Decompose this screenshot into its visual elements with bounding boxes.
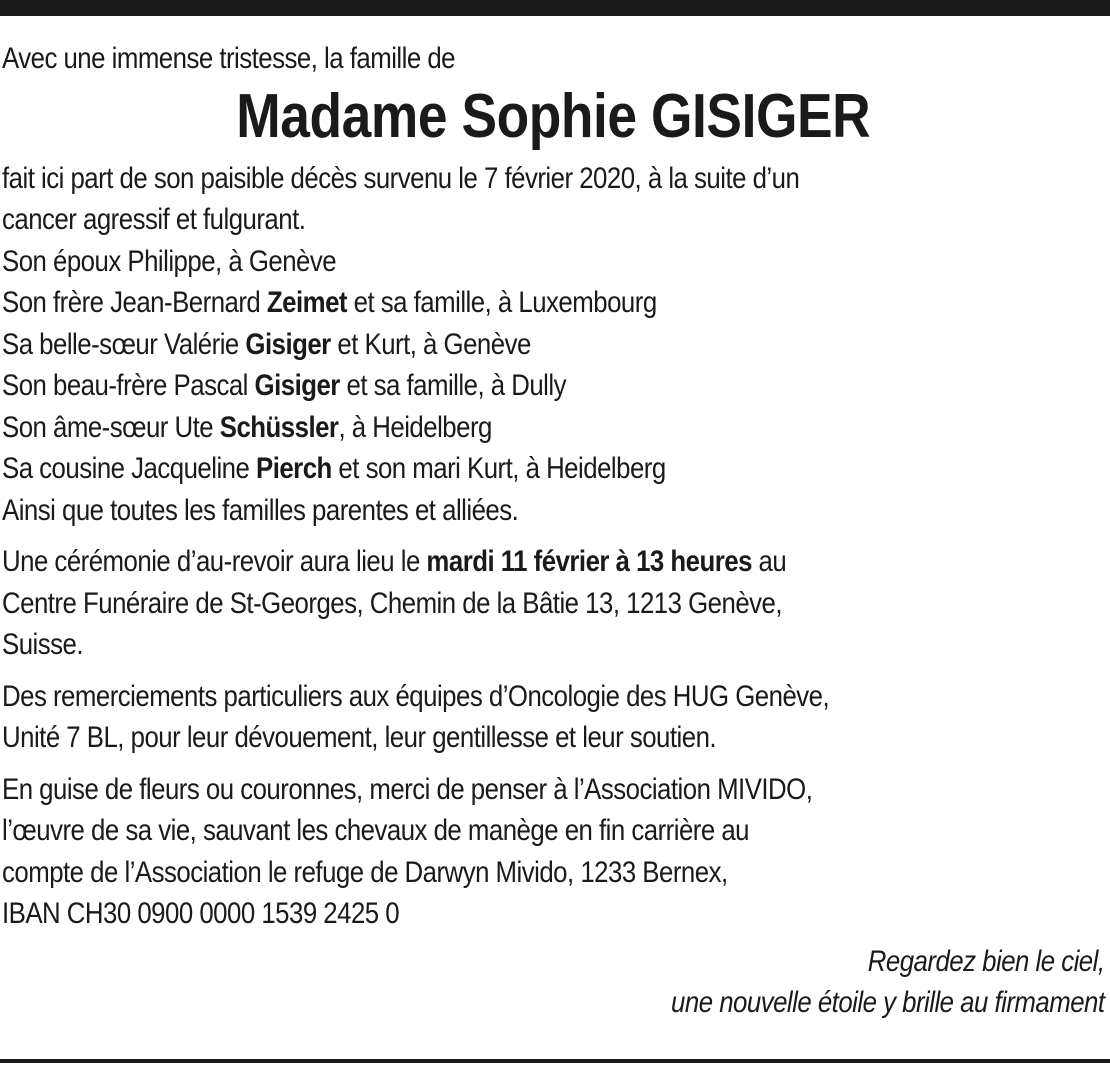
death-line: cancer agressif et fulgurant. [2,203,306,236]
donation-paragraph [2,769,1105,935]
ceremony-line: Suisse. [2,628,84,661]
death-line: fait ici part de son paisible décès survenu le 7 février 2020, à la suite d’un [2,161,800,195]
family-list [2,241,1105,532]
deceased-name: Madame Sophie GISIGER [236,81,871,151]
ceremony-line: Une cérémonie d’au-revoir aura lieu le mardi 11 février à 13 heures au [2,545,787,578]
closing-quote [2,941,1105,1024]
thanks-line: Des remerciements particuliers aux équipes d’Oncologie des HUG Genève, [2,679,830,713]
donation-line: En guise de fleurs ou couronnes, merci de penser à l’Association MIVIDO, [2,772,813,806]
family-member: Son frère Jean-Bernard Zeimet et sa famille, à Luxembourg [2,286,657,319]
family-member: Ainsi que toutes les familles parentes et alliées. [2,493,519,527]
ceremony-paragraph [2,541,1105,666]
family-member: Sa belle-sœur Valérie Gisiger et Kurt, à Genève [2,327,531,361]
top-border-bar [0,0,1110,16]
bottom-border-rule [0,1059,1110,1063]
obituary-notice [2,38,1105,1024]
iban-line: IBAN CH30 0900 0000 1539 2425 0 [2,897,400,930]
closing-line: une nouvelle étoile y brille au firmament [671,986,1105,1019]
donation-line: l’œuvre de sa vie, sauvant les chevaux de manège en fin carrière au [2,814,750,847]
donation-line: compte de l’Association le refuge de Darwyn Mivido, 1233 Bernex, [2,855,728,889]
family-member: Sa cousine Jacqueline Pierch et son mari Kurt, à Heidelberg [2,452,666,485]
family-member: Son âme-sœur Ute Schüssler, à Heidelberg [2,410,492,444]
intro-text: Avec une immense tristesse, la famille de [2,42,456,75]
thanks-line: Unité 7 BL, pour leur dévouement, leur gentillesse et leur soutien. [2,721,717,754]
family-member: Son époux Philippe, à Genève [2,244,337,278]
ceremony-line: Centre Funéraire de St-Georges, Chemin de la Bâtie 13, 1213 Genève, [2,586,783,620]
death-announcement [2,158,1105,241]
closing-line: Regardez bien le ciel, [867,944,1105,978]
thanks-paragraph [2,676,1105,759]
family-member: Son beau-frère Pascal Gisiger et sa famille, à Dully [2,369,566,402]
